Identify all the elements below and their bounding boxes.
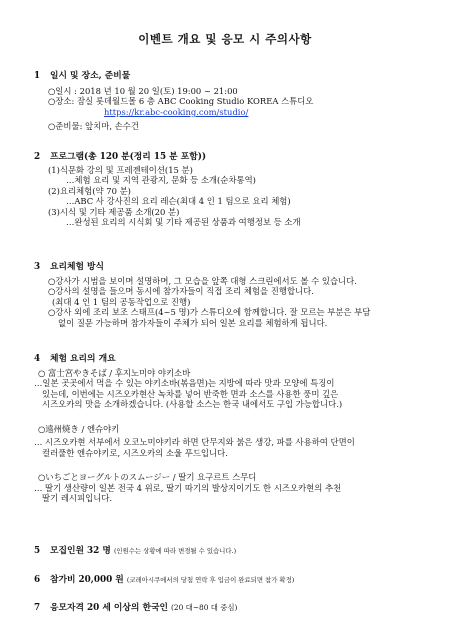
section-5 (34, 546, 434, 557)
section-7-number: 7 (34, 603, 41, 613)
program-item-3: (3)시식 및 기타 제공품 소개(20 분) (48, 206, 180, 217)
section-2-number: 2 (34, 152, 41, 162)
section-1-title: 일시 및 장소, 준비물 (50, 71, 131, 81)
dish-3-desc-line-2: 딸기 레시피입니다. (42, 493, 113, 504)
section-6-note: (코레아시쿠에서의 당첨 연락 후 입금이 완료되면 참가 확정) (126, 576, 295, 584)
dish-2-desc-line-1: … 시즈오카현 서부에서 오코노미야키라 하면 단무지와 붉은 생강, 파를 사용하여 단면이 (34, 437, 355, 448)
program-item-2: (2)요리체험(약 70 분) (48, 185, 131, 196)
section-1-heading (34, 71, 434, 82)
section-3-title: 요리체험 방식 (50, 262, 105, 272)
section-3-heading (34, 262, 434, 273)
page-title: 이벤트 개요 및 응모 시 주의사항 (138, 32, 312, 46)
method-point-2: ○강사의 설명을 들으며 동시에 참가자들이 직접 조리 체험을 진행합니다. (48, 286, 314, 297)
method-point-3-line-1: ○강사 외에 조리 보조 스태프(4~5 명)가 스튜디오에 함께합니다. 잘 모르는 부분은 부담 (48, 307, 371, 318)
method-point-2-note: (최대 4 인 1 팀의 공동작업으로 진행) (52, 296, 191, 307)
studio-link[interactable] (104, 107, 434, 118)
dish-1-desc-line-1: …일본 곳곳에서 먹을 수 있는 야키소바(볶음면)는 지방에 따라 맛과 모양에 특징이 (34, 378, 335, 389)
section-2-heading (34, 152, 434, 163)
studio-link-text[interactable]: https://kr.abc-cooking.com/studio/ (104, 106, 249, 117)
dish-3-desc-line-1: … 딸기 생산량이 일본 전국 4 위로, 딸기 따기의 발상지이기도 한 시즈오카현의 추천 (34, 482, 342, 493)
section-7 (34, 603, 434, 614)
section-5-heading (34, 546, 434, 557)
section-5-note: (인원수는 상황에 따라 변경될 수 있습니다.) (113, 547, 237, 555)
section-4 (34, 354, 434, 504)
event-place: ○장소: 잠실 롯데월드몰 6 층 ABC Cooking Studio KOREA 스튜디오 (48, 96, 314, 107)
section-6-heading (34, 575, 434, 586)
dish-2-desc-line-2: 컬러풀한 엔슈야키로, 시즈오카의 소울 푸드입니다. (42, 447, 228, 458)
program-item-3-desc: …완성된 요리의 시식회 및 기타 제공된 상품과 여행정보 등 소개 (66, 217, 301, 228)
section-3-number: 3 (34, 262, 41, 272)
section-6-number: 6 (34, 575, 41, 585)
dish-2-title: ○遠州焼き / 엔슈야키 (38, 423, 120, 434)
section-3 (34, 262, 434, 328)
section-5-number: 5 (34, 546, 41, 556)
section-4-heading (34, 354, 434, 365)
program-item-2-desc: …ABC 사 강사진의 요리 레슨(최대 4 인 1 팀으로 요리 체험) (66, 196, 291, 207)
section-1-number: 1 (34, 71, 41, 81)
event-datetime: ○일시 : 2018 년 10 월 20 일(토) 19:00 ~ 21:00 (48, 85, 238, 96)
section-6 (34, 575, 434, 586)
dish-1-desc-line-3: 시즈오카의 맛을 소개하겠습니다. (사용할 소스는 한국 내에서도 구입 가능합니다.) (42, 399, 343, 410)
section-4-title: 체험 요리의 개요 (50, 354, 116, 364)
section-4-number: 4 (34, 354, 41, 364)
section-7-heading (34, 603, 434, 614)
dish-3-title: ○いちごとヨーグルトのスムージー / 딸기 요구르트 스무디 (38, 472, 257, 483)
section-2 (34, 152, 434, 228)
section-1 (34, 71, 434, 132)
section-7-title: 응모자격 20 세 이상의 한국인 (50, 603, 168, 613)
program-item-1: (1)식문화 강의 및 프레젠테이션(15 분) (48, 164, 193, 175)
program-item-1-desc: …체험 요리 및 지역 관광지, 문화 등 소개(순차통역) (66, 175, 256, 186)
section-6-title: 참가비 20,000 원 (50, 575, 124, 585)
dish-1-desc-line-2: 있는데, 이번에는 시즈오카현산 녹차를 넣어 반죽한 면과 소스를 사용한 풍미 깊은 (42, 388, 339, 399)
dish-1-title: ○ 富士宮やきそば / 후지노미야 야키소바 (38, 367, 191, 378)
section-5-title: 모집인원 32 명 (50, 546, 111, 556)
section-7-note: (20 대~80 대 중심) (171, 603, 238, 612)
method-point-1: ○강사가 시범을 보이며 설명하며, 그 모습을 앞쪽 대형 스크린에서도 볼 수 있습니다. (48, 275, 357, 286)
method-point-3-line-2: 없이 질문 가능하며 참가자들이 주체가 되어 일본 요리를 체험하게 됩니다. (58, 317, 328, 328)
event-supplies: ○준비물: 앞치마, 손수건 (48, 121, 139, 132)
section-2-title: 프로그램(총 120 분(정리 15 분 포함)) (50, 152, 207, 162)
